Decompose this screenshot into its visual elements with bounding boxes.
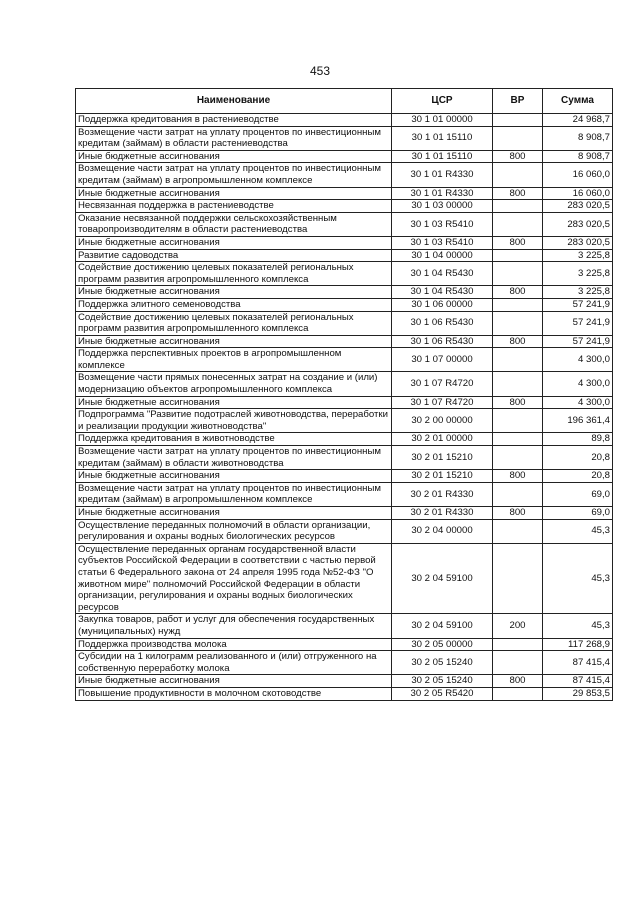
cell-vr	[493, 298, 543, 311]
table-row	[76, 212, 613, 236]
cell-sum: 45,3	[543, 614, 613, 638]
cell-name: Осуществление переданных органам государственной власти субъектов Российской Федерации в соответствии с частью первой статьи 6 Федерального закона от 24 апреля 1995 года №52-ФЗ "О животном мире" полномочий Российской Федерации в области организации, регулирования и охраны водных биологических ресурсов	[76, 543, 392, 614]
cell-name: Поддержка кредитования в растениеводстве	[76, 114, 392, 127]
cell-sum: 3 225,8	[543, 286, 613, 299]
cell-name: Возмещение части затрат на уплату процентов по инвестиционным кредитам (займам) в области животноводства	[76, 446, 392, 470]
cell-name: Содействие достижению целевых показателей региональных программ развития агропромышленного комплекса	[76, 311, 392, 335]
cell-sum: 69,0	[543, 482, 613, 506]
cell-csr: 30 1 03 R5410	[392, 212, 493, 236]
cell-name: Иные бюджетные ассигнования	[76, 335, 392, 348]
cell-name: Поддержка кредитования в животноводстве	[76, 433, 392, 446]
cell-csr: 30 2 05 00000	[392, 638, 493, 651]
cell-csr: 30 1 04 R5430	[392, 286, 493, 299]
cell-sum: 8 908,7	[543, 150, 613, 163]
cell-sum: 89,8	[543, 433, 613, 446]
cell-sum: 57 241,9	[543, 335, 613, 348]
cell-vr	[493, 482, 543, 506]
cell-vr	[493, 638, 543, 651]
cell-sum: 16 060,0	[543, 163, 613, 187]
cell-vr	[493, 262, 543, 286]
cell-vr	[493, 348, 543, 372]
cell-name: Иные бюджетные ассигнования	[76, 396, 392, 409]
cell-name: Осуществление переданных полномочий в области организации, регулирования и охраны водных биологических ресурсов	[76, 519, 392, 543]
cell-sum: 3 225,8	[543, 249, 613, 262]
cell-csr: 30 2 01 15210	[392, 446, 493, 470]
cell-sum: 45,3	[543, 543, 613, 614]
table-row	[76, 687, 613, 700]
cell-sum: 24 968,7	[543, 114, 613, 127]
cell-sum: 3 225,8	[543, 262, 613, 286]
table-row	[76, 126, 613, 150]
cell-name: Иные бюджетные ассигнования	[76, 236, 392, 249]
cell-csr: 30 1 01 15110	[392, 150, 493, 163]
table-row	[76, 396, 613, 409]
table-row	[76, 298, 613, 311]
cell-csr: 30 2 01 15210	[392, 470, 493, 483]
table-row	[76, 651, 613, 675]
table-row	[76, 200, 613, 213]
cell-name: Иные бюджетные ассигнования	[76, 286, 392, 299]
cell-vr	[493, 163, 543, 187]
cell-sum: 87 415,4	[543, 651, 613, 675]
cell-csr: 30 1 07 R4720	[392, 372, 493, 396]
cell-name: Поддержка производства молока	[76, 638, 392, 651]
column-header-name: Наименование	[76, 89, 392, 114]
cell-name: Развитие садоводства	[76, 249, 392, 262]
cell-sum: 57 241,9	[543, 298, 613, 311]
table-row	[76, 372, 613, 396]
table-row	[76, 519, 613, 543]
cell-csr: 30 2 05 R5420	[392, 687, 493, 700]
cell-vr: 800	[493, 675, 543, 688]
cell-csr: 30 2 01 R4330	[392, 507, 493, 520]
cell-sum: 283 020,5	[543, 236, 613, 249]
cell-name: Субсидии на 1 килограмм реализованного и (или) отгруженного на собственную переработку молока	[76, 651, 392, 675]
cell-sum: 8 908,7	[543, 126, 613, 150]
cell-csr: 30 2 04 59100	[392, 614, 493, 638]
table-row	[76, 150, 613, 163]
cell-name: Оказание несвязанной поддержки сельскохозяйственным товаропроизводителям в области растениеводства	[76, 212, 392, 236]
cell-vr	[493, 519, 543, 543]
cell-csr: 30 1 07 R4720	[392, 396, 493, 409]
cell-name: Повышение продуктивности в молочном скотоводстве	[76, 687, 392, 700]
table-row	[76, 433, 613, 446]
table-row	[76, 675, 613, 688]
cell-name: Возмещение части прямых понесенных затрат на создание и (или) модернизацию объектов агропромышленного комплекса	[76, 372, 392, 396]
cell-name: Несвязанная поддержка в растениеводстве	[76, 200, 392, 213]
table-row	[76, 114, 613, 127]
table-row	[76, 614, 613, 638]
cell-csr: 30 2 01 00000	[392, 433, 493, 446]
cell-sum: 29 853,5	[543, 687, 613, 700]
cell-vr	[493, 543, 543, 614]
cell-sum: 20,8	[543, 446, 613, 470]
table-row	[76, 187, 613, 200]
table-body	[76, 114, 613, 701]
cell-name: Возмещение части затрат на уплату процентов по инвестиционным кредитам (займам) в области растениеводства	[76, 126, 392, 150]
cell-csr: 30 2 04 00000	[392, 519, 493, 543]
cell-csr: 30 1 01 15110	[392, 126, 493, 150]
cell-name: Возмещение части затрат на уплату процентов по инвестиционным кредитам (займам) в агропромышленном комплексе	[76, 163, 392, 187]
cell-csr: 30 1 06 R5430	[392, 311, 493, 335]
cell-sum: 69,0	[543, 507, 613, 520]
cell-sum: 87 415,4	[543, 675, 613, 688]
cell-sum: 283 020,5	[543, 212, 613, 236]
cell-vr: 800	[493, 187, 543, 200]
table-row	[76, 470, 613, 483]
cell-vr: 800	[493, 470, 543, 483]
table-row	[76, 543, 613, 614]
table-row	[76, 446, 613, 470]
cell-name: Иные бюджетные ассигнования	[76, 675, 392, 688]
table-row	[76, 638, 613, 651]
cell-sum: 196 361,4	[543, 409, 613, 433]
cell-name: Иные бюджетные ассигнования	[76, 187, 392, 200]
cell-vr	[493, 212, 543, 236]
cell-vr: 800	[493, 335, 543, 348]
page-number: 453	[309, 64, 331, 78]
table-row	[76, 482, 613, 506]
table-header-row	[76, 89, 613, 114]
cell-vr	[493, 409, 543, 433]
cell-csr: 30 1 03 R5410	[392, 236, 493, 249]
cell-sum: 4 300,0	[543, 372, 613, 396]
cell-csr: 30 2 05 15240	[392, 675, 493, 688]
cell-name: Иные бюджетные ассигнования	[76, 470, 392, 483]
cell-csr: 30 1 01 00000	[392, 114, 493, 127]
cell-csr: 30 1 01 R4330	[392, 187, 493, 200]
cell-vr: 800	[493, 286, 543, 299]
table-row	[76, 286, 613, 299]
table-row	[76, 236, 613, 249]
cell-sum: 4 300,0	[543, 396, 613, 409]
cell-sum: 20,8	[543, 470, 613, 483]
cell-vr: 800	[493, 236, 543, 249]
budget-table	[75, 88, 613, 701]
cell-vr: 800	[493, 507, 543, 520]
cell-name: Поддержка перспективных проектов в агропромышленном комплексе	[76, 348, 392, 372]
cell-vr	[493, 446, 543, 470]
cell-name: Подпрограмма "Развитие подотраслей животноводства, переработки и реализации продукции животноводства"	[76, 409, 392, 433]
cell-vr	[493, 372, 543, 396]
cell-vr: 200	[493, 614, 543, 638]
cell-vr	[493, 126, 543, 150]
cell-sum: 57 241,9	[543, 311, 613, 335]
cell-vr: 800	[493, 150, 543, 163]
column-header-vr: ВР	[493, 89, 543, 114]
cell-csr: 30 2 00 00000	[392, 409, 493, 433]
cell-sum: 16 060,0	[543, 187, 613, 200]
table-row	[76, 409, 613, 433]
cell-name: Поддержка элитного семеноводства	[76, 298, 392, 311]
table-row	[76, 262, 613, 286]
cell-csr: 30 1 03 00000	[392, 200, 493, 213]
cell-csr: 30 1 04 00000	[392, 249, 493, 262]
cell-vr	[493, 687, 543, 700]
cell-csr: 30 2 01 R4330	[392, 482, 493, 506]
column-header-sum: Сумма	[543, 89, 613, 114]
cell-sum: 45,3	[543, 519, 613, 543]
cell-csr: 30 2 05 15240	[392, 651, 493, 675]
cell-vr	[493, 249, 543, 262]
cell-sum: 117 268,9	[543, 638, 613, 651]
cell-name: Закупка товаров, работ и услуг для обеспечения государственных (муниципальных) нужд	[76, 614, 392, 638]
cell-name: Возмещение части затрат на уплату процентов по инвестиционным кредитам (займам) в агропромышленном комплексе	[76, 482, 392, 506]
table-row	[76, 249, 613, 262]
table-row	[76, 311, 613, 335]
cell-vr	[493, 433, 543, 446]
cell-csr: 30 1 04 R5430	[392, 262, 493, 286]
cell-name: Иные бюджетные ассигнования	[76, 507, 392, 520]
cell-name: Содействие достижению целевых показателей региональных программ развития агропромышленного комплекса	[76, 262, 392, 286]
cell-vr	[493, 311, 543, 335]
cell-vr	[493, 651, 543, 675]
cell-csr: 30 1 07 00000	[392, 348, 493, 372]
cell-name: Иные бюджетные ассигнования	[76, 150, 392, 163]
cell-vr	[493, 114, 543, 127]
table-row	[76, 507, 613, 520]
table-row	[76, 163, 613, 187]
cell-vr: 800	[493, 396, 543, 409]
column-header-csr: ЦСР	[392, 89, 493, 114]
cell-csr: 30 1 06 R5430	[392, 335, 493, 348]
cell-csr: 30 1 06 00000	[392, 298, 493, 311]
table-row	[76, 348, 613, 372]
cell-csr: 30 2 04 59100	[392, 543, 493, 614]
cell-sum: 283 020,5	[543, 200, 613, 213]
table-row	[76, 335, 613, 348]
cell-vr	[493, 200, 543, 213]
cell-sum: 4 300,0	[543, 348, 613, 372]
cell-csr: 30 1 01 R4330	[392, 163, 493, 187]
